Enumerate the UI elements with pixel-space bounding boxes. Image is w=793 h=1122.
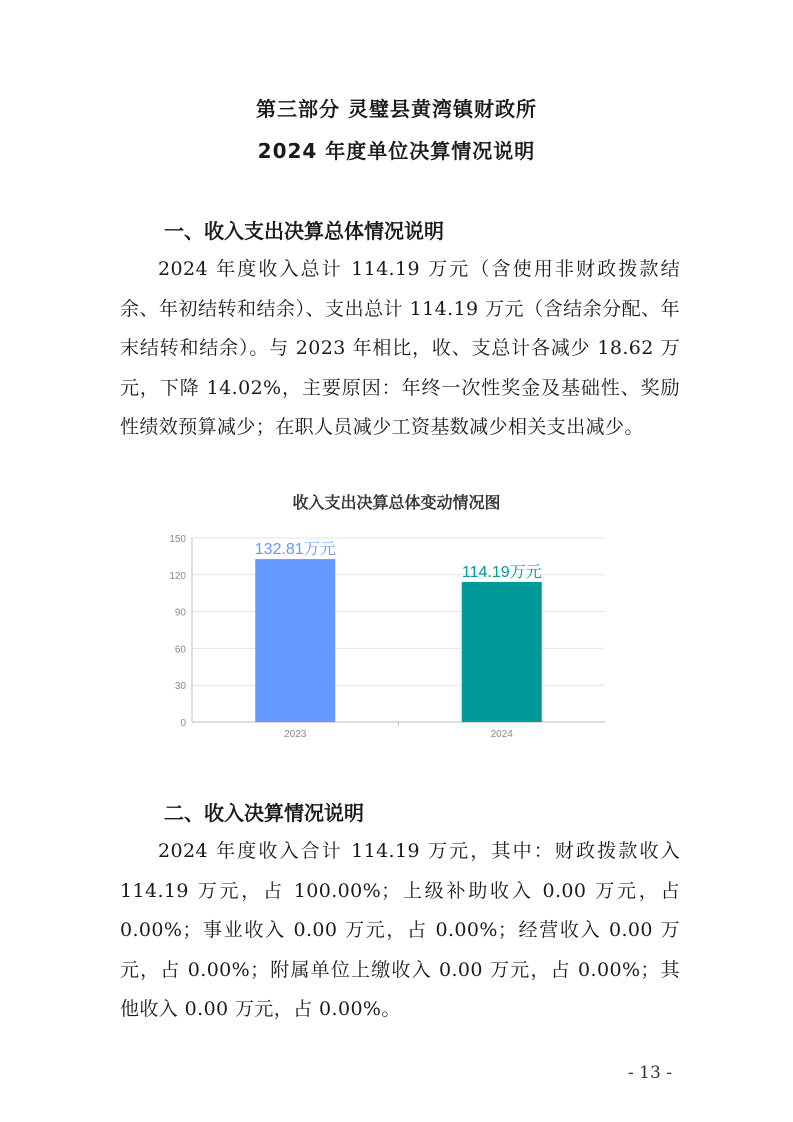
y-tick-label: 0 — [180, 718, 186, 729]
y-tick-label: 30 — [174, 681, 186, 693]
bar-chart — [150, 528, 620, 743]
y-tick-label: 150 — [169, 534, 186, 545]
data-label-2023: 132.81万元 — [254, 541, 336, 559]
section2-heading: 二、收入决算情况说明 — [164, 801, 364, 825]
y-tick-label: 90 — [174, 607, 186, 619]
bar-2023 — [255, 559, 335, 722]
page-number: - 13 - — [628, 1063, 672, 1083]
y-tick-label: 60 — [174, 644, 186, 656]
x-tick-label: 2024 — [490, 729, 513, 740]
data-label-2024: 114.19万元 — [461, 563, 542, 581]
section1-paragraph: 2024 年度收入总计 114.19 万元（含使用非财政拨款结余、年初结转和结余）、支出总计 114.19 万元（含结余分配、年末结转和结余）。与 2023 年相比，收、支总计各减少 18.62 万元，下降 14.02%，主要原因：年终一次性奖金及基础性、奖励性绩效预算减少；在职人员减少工资基数减少相关支出减少。 — [120, 258, 680, 438]
document-title-line1: 第三部分 灵璧县黄湾镇财政所 — [256, 97, 537, 121]
chart-title: 收入支出决算总体变动情况图 — [292, 493, 501, 512]
section1-heading: 一、收入支出决算总体情况说明 — [164, 219, 444, 243]
document-title-line2: 2024 年度单位决算情况说明 — [257, 139, 536, 163]
x-tick-label: 2023 — [284, 729, 307, 740]
y-tick-label: 120 — [169, 570, 186, 582]
bar-2024 — [462, 582, 542, 722]
section2-paragraph: 2024 年度收入合计 114.19 万元，其中：财政拨款收入 114.19 万元，占 100.00%；上级补助收入 0.00 万元，占 0.00%；事业收入 0.00 万元，占 0.00%；经营收入 0.00 万元，占 0.00%；附属单位上缴收入 0.00 万元，占 0.00%；其他收入 0.00 万元，占 0.00%。 — [120, 840, 680, 1020]
